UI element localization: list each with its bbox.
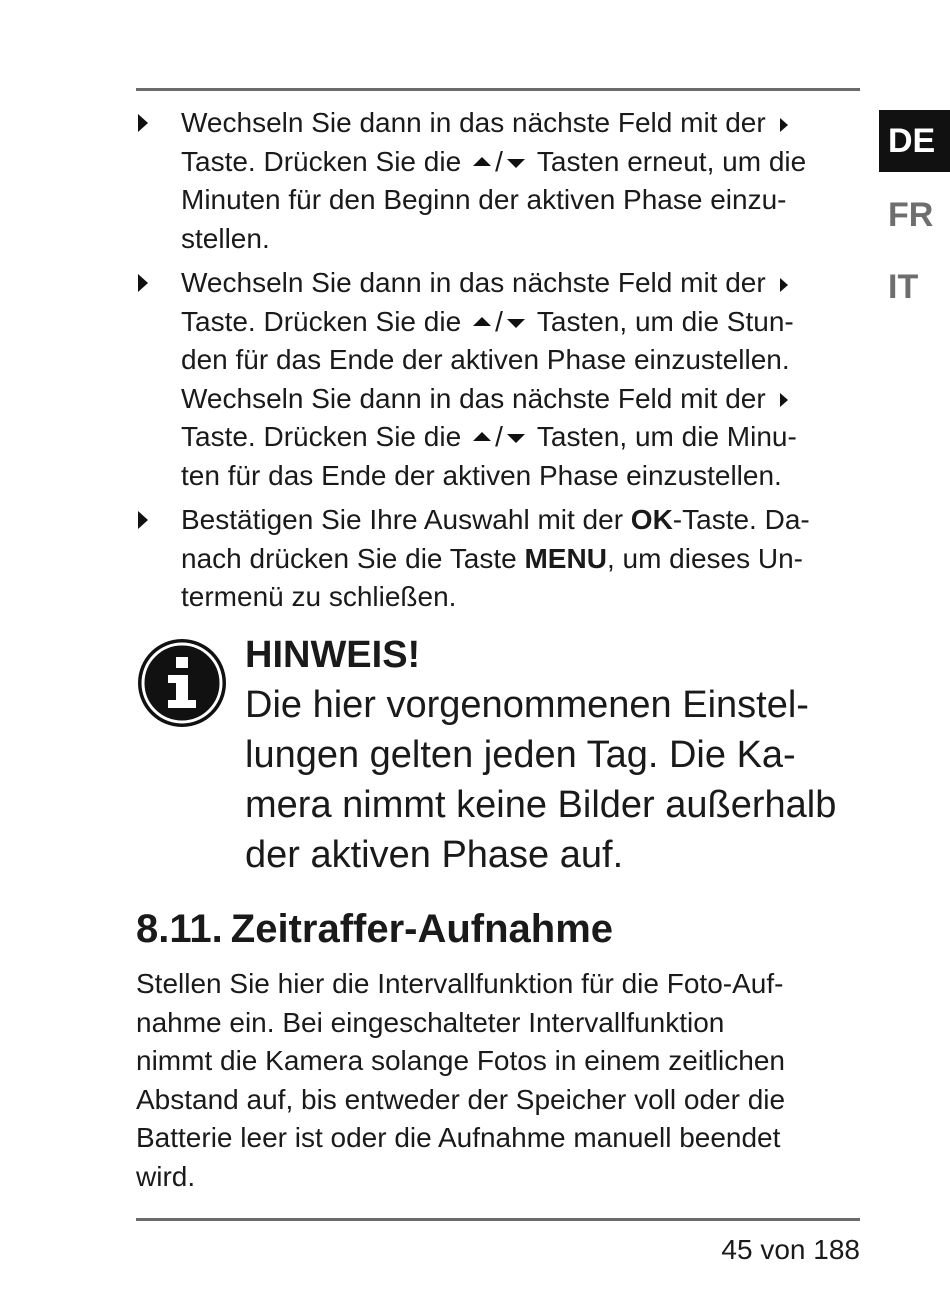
text-run: Taste. Drücken Sie die — [181, 145, 462, 177]
paragraph-line: Abstand auf, bis entweder der Speicher voll oder die — [136, 1083, 786, 1115]
text-run: Taste. Drücken Sie die — [181, 421, 462, 452]
text-run: Tasten, um die Stun- — [536, 305, 794, 337]
text-run: -Taste. Da- — [672, 504, 810, 535]
note-line: mera nimmt keine Bilder außerhalb — [245, 784, 837, 826]
text-run: den für das Ende der aktiven Phase einzustellen. — [181, 344, 790, 375]
text-run: Tasten, um die Minu- — [536, 421, 797, 452]
list-item — [136, 104, 860, 258]
text-run: / — [495, 145, 503, 177]
text-run: nach drücken Sie die Taste — [181, 542, 525, 574]
text-run: stellen. — [181, 222, 270, 254]
arrow-up-key-icon — [473, 432, 491, 441]
list-item-line — [181, 380, 860, 419]
top-divider — [136, 88, 860, 91]
note-box — [245, 630, 865, 880]
text-run: Wechseln Sie dann in das nächste Feld mit der — [181, 382, 766, 414]
section-paragraph — [136, 965, 860, 1196]
note-line: lungen gelten jeden Tag. Die Ka- — [245, 734, 796, 776]
language-tabs — [879, 110, 950, 306]
list-item-line — [181, 104, 860, 143]
key-label: OK — [630, 504, 673, 535]
paragraph-line: nahme ein. Bei eingeschalteter Intervallfunktion — [136, 1006, 725, 1038]
section-heading — [136, 902, 613, 956]
list-item-line — [181, 540, 860, 579]
text-run: ten für das Ende der aktiven Phase einzustellen. — [181, 459, 782, 491]
language-tab-de[interactable]: DE — [879, 110, 950, 172]
note-line: Die hier vorgenommenen Einstel- — [245, 684, 809, 726]
text-run: Minuten für den Beginn der aktiven Phase einzu- — [181, 184, 787, 215]
text-run: Wechseln Sie dann in das nächste Feld mit der — [181, 267, 766, 298]
arrow-down-key-icon — [507, 319, 525, 328]
list-item-line — [181, 303, 860, 342]
page-number: 45 von 188 — [721, 1234, 860, 1265]
language-tab-fr[interactable]: FR — [888, 196, 934, 234]
list-item-line — [181, 501, 860, 540]
section-title: Zeitraffer-Aufnahme — [230, 907, 614, 951]
bottom-divider — [136, 1218, 860, 1221]
language-tab-it[interactable]: IT — [888, 268, 919, 306]
info-icon — [136, 637, 228, 729]
text-run: / — [495, 421, 503, 452]
list-item-line — [181, 457, 860, 496]
arrow-up-key-icon — [473, 317, 491, 326]
list-item-line — [181, 341, 860, 380]
paragraph-line: nimmt die Kamera solange Fotos in einem zeitlichen — [136, 1045, 785, 1076]
list-item-line — [181, 220, 860, 259]
list-item-line — [181, 578, 860, 617]
note-title: HINWEIS! — [245, 634, 421, 676]
list-item-line — [181, 418, 860, 457]
text-run: Wechseln Sie dann in das nächste Feld mit der — [181, 107, 766, 138]
section-number: 8.11. — [136, 907, 223, 951]
list-item — [136, 501, 860, 617]
bullet-arrow-icon — [138, 511, 148, 529]
instruction-list — [136, 104, 860, 623]
list-item — [136, 264, 860, 495]
paragraph-line: Batterie leer ist oder die Aufnahme manuell beendet — [136, 1122, 781, 1153]
arrow-down-key-icon — [507, 434, 525, 443]
paragraph-line: wird. — [136, 1160, 196, 1192]
arrow-down-key-icon — [507, 159, 525, 168]
bullet-arrow-icon — [138, 274, 148, 292]
text-run: termenü zu schließen. — [181, 581, 457, 612]
text-run: Bestätigen Sie Ihre Auswahl mit der — [181, 504, 631, 535]
bullet-arrow-icon — [138, 114, 148, 132]
note-line: der aktiven Phase auf. — [245, 834, 624, 876]
text-run: Tasten erneut, um die — [536, 145, 807, 177]
list-item-line — [181, 181, 860, 220]
arrow-right-key-icon — [780, 278, 788, 292]
text-run: / — [495, 305, 503, 337]
list-item-line — [181, 143, 860, 182]
key-label: MENU — [524, 542, 607, 574]
list-item-line — [181, 264, 860, 303]
arrow-right-key-icon — [780, 118, 788, 132]
arrow-right-key-icon — [780, 393, 788, 407]
arrow-up-key-icon — [473, 157, 491, 166]
text-run: Taste. Drücken Sie die — [181, 305, 462, 337]
paragraph-line: Stellen Sie hier die Intervallfunktion für die Foto-Auf- — [136, 968, 784, 999]
text-run: , um dieses Un- — [606, 542, 804, 574]
